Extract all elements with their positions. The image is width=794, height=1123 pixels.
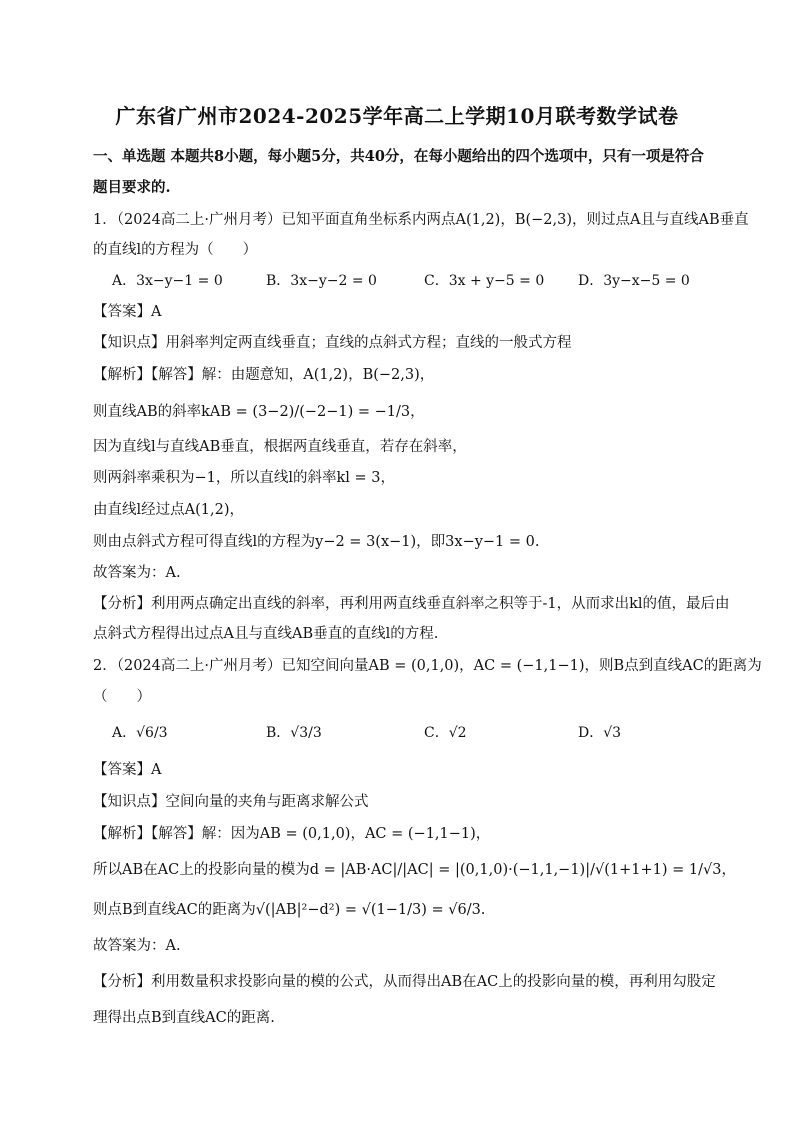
page-title: 广东省广州市2024-2025学年高二上学期10月联考数学试卷 <box>115 104 679 128</box>
q1-analysis-line1: 【分析】利用两点确定出直线的斜率，再利用两直线垂直斜率之积等于-1，从而求出kl的值，最后由 <box>93 596 730 612</box>
q2-solution-line4: 故答案为：A. <box>93 938 181 954</box>
q1-solution-line6: 则由点斜式方程可得直线l的方程为y−2 = 3(x−1)，即3x−y−1 = 0. <box>93 534 540 550</box>
q1-option-d: D．3y−x−5 = 0 <box>578 273 690 289</box>
q1-solution-line5: 由直线l经过点A(1,2)， <box>93 502 244 518</box>
q2-knowledge: 【知识点】空间向量的夹角与距离求解公式 <box>93 794 369 810</box>
q1-answer: 【答案】A <box>93 304 162 320</box>
q2-solution-line2: 所以AB在AC上的投影向量的模为d = |AB·AC|/|AC| = |(0,1,0)·(−1,1,−1)|/√(1+1+1) = 1/√3， <box>93 862 736 878</box>
section-heading-line1: 一、单选题 本题共8小题，每小题5分，共40分，在每小题给出的四个选项中，只有一项是符合 <box>93 148 704 165</box>
q1-analysis-line2: 点斜式方程得出过点A且与直线AB垂直的直线l的方程. <box>93 626 439 642</box>
q2-analysis-line1: 【分析】利用数量积求投影向量的模的公式，从而得出AB在AC上的投影向量的模，再利用勾股定 <box>93 974 716 990</box>
q1-solution-line2: 则直线AB的斜率kAB = (3−2)/(−2−1) = −1/3， <box>93 404 425 420</box>
q2-option-a: A．√6/3 <box>112 725 168 741</box>
section-heading-line2: 题目要求的. <box>93 179 171 196</box>
q2-solution-line3: 则点B到直线AC的距离为√(|AB|²−d²) = √(1−1/3) = √6/3. <box>93 902 486 918</box>
q1-solution-line7: 故答案为：A. <box>93 565 181 581</box>
q2-stem-line1: 2．（2024高二上·广州月考）已知空间向量AB = (0,1,0)，AC = (−1,1−1)，则B点到直线AC的距离为 <box>93 658 762 674</box>
q2-option-d: D．√3 <box>578 725 622 741</box>
q1-option-a: A．3x−y−1 = 0 <box>112 273 223 289</box>
q1-knowledge: 【知识点】用斜率判定两直线垂直；直线的点斜式方程；直线的一般式方程 <box>93 335 572 351</box>
q1-option-b: B．3x−y−2 = 0 <box>266 273 377 289</box>
q1-option-c: C．3x + y−5 = 0 <box>424 273 545 289</box>
q2-solution-line1: 【解析】【解答】解：因为AB = (0,1,0)，AC = (−1,1−1)， <box>93 826 491 842</box>
q1-stem-line1: 1．（2024高二上·广州月考）已知平面直角坐标系内两点A(1,2)，B(−2,3)，则过点A且与直线AB垂直 <box>93 212 749 228</box>
q2-answer: 【答案】A <box>93 762 162 778</box>
q2-analysis-line2: 理得出点B到直线AC的距离. <box>93 1010 275 1026</box>
q1-solution-line3: 因为直线l与直线AB垂直，根据两直线垂直，若存在斜率， <box>93 439 467 455</box>
q1-solution-line1: 【解析】【解答】解：由题意知，A(1,2)，B(−2,3)， <box>93 367 435 383</box>
q1-stem-line2: 的直线l的方程为（ ） <box>93 242 258 258</box>
q2-option-c: C．√2 <box>424 725 467 741</box>
q2-option-b: B．√3/3 <box>266 725 322 741</box>
q1-solution-line4: 则两斜率乘积为−1，所以直线l的斜率kl = 3， <box>93 470 396 486</box>
q2-stem-line2: （ ） <box>93 689 151 705</box>
